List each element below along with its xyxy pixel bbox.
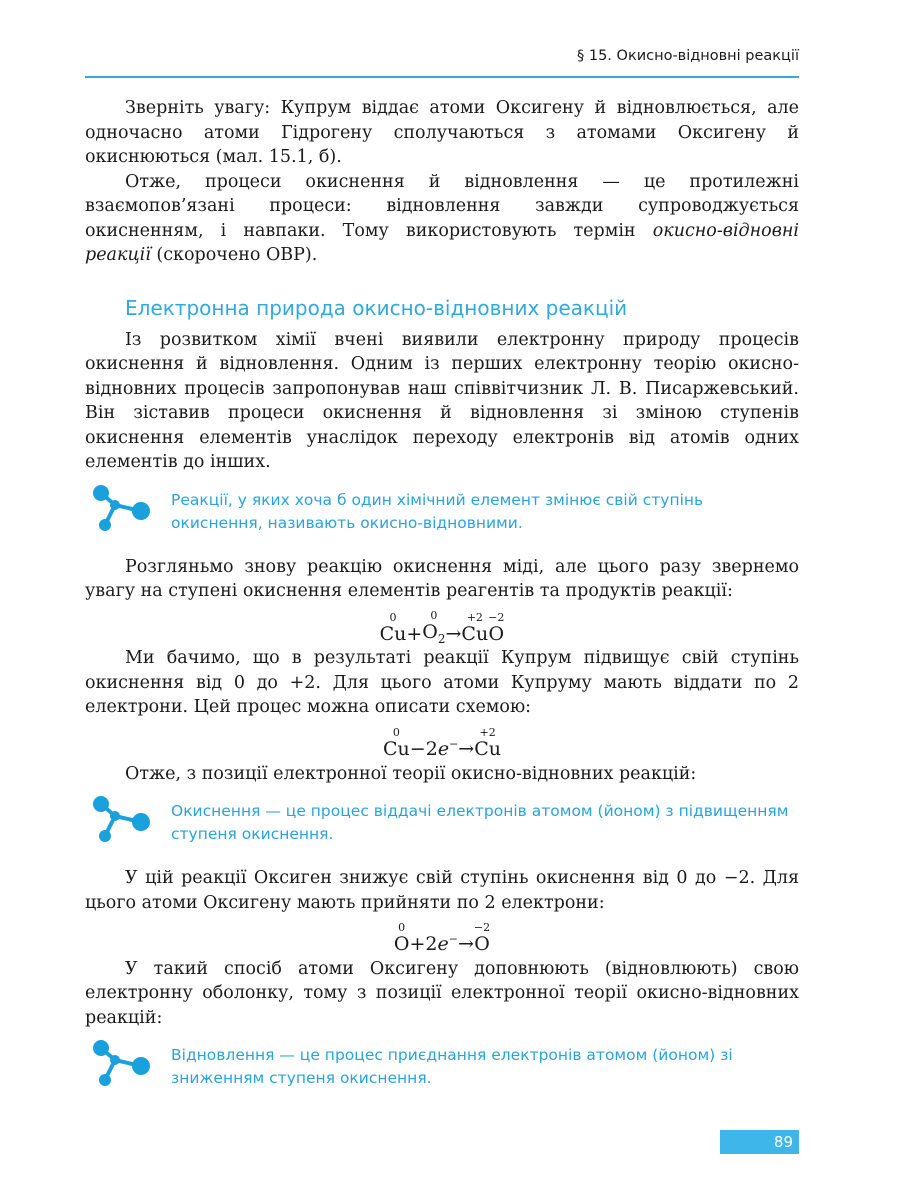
section-heading: Електронна природа окисно-відновних реакцій xyxy=(125,295,628,320)
definition-box xyxy=(85,800,799,850)
paragraph: Ми бачимо, що в результаті реакції Купрум підвищує свій ступінь окиснення від 0 до +2. Для цього атоми Купруму мають віддати по 2 електрони. Цей процес можна описати схемою: xyxy=(85,648,799,718)
paragraph: Розгляньмо знову реакцію окиснення міді, але цього разу звернемо увагу на ступені окиснення елементів реагентів та продуктів реакції: xyxy=(85,556,799,601)
equation-oxygen-electrons: 0 O + 2e− → −2 O xyxy=(393,921,491,956)
paragraph: Із розвитком хімії вчені виявили електронну природу процесів окиснення й відновлення. Одним із перших електронну теорію окисно-відновних процесів запропонував наш співвітчизник Л. В. Писаржевський. Він зіставив процеси окиснення й відновлення зі зміною ступенів окиснення елементів унаслідок переходу електронів від атомів одних елементів до інших. xyxy=(85,329,799,472)
paragraph: У такий спосіб атоми Оксигену доповнюють (відновлюють) свою електронну оболонку, тому з позиції електронної теорії окисно-відновних реакцій: xyxy=(85,958,799,1028)
definition-text: Реакції, у яких хоча б один хімічний елемент змінює свій ступінь окиснення, називають окисно-відновними. xyxy=(171,490,704,532)
molecule-icon xyxy=(91,796,151,848)
paragraph: У цій реакції Оксиген знижує свій ступінь окиснення від 0 до −2. Для цього атоми Оксигену мають прийняти по 2 електрони: xyxy=(85,868,799,913)
equation-copper-electrons: 0 Cu − 2e− → +2 Cu xyxy=(383,726,501,761)
definition-box xyxy=(85,1044,799,1094)
molecule-icon xyxy=(91,485,151,537)
paragraph: Отже, з позиції електронної теорії окисно-відновних реакцій: xyxy=(125,763,697,784)
definition-text: Окиснення — це процес віддачі електронів атомом (йоном) з підвищенням ступеня окиснення. xyxy=(171,802,789,844)
header-rule xyxy=(85,76,799,78)
definition-box xyxy=(85,489,799,539)
page-content xyxy=(85,96,799,1110)
definition-text: Відновлення — це процес приєднання електронів атомом (йоном) зі зниженням ступеня окиснення. xyxy=(171,1046,733,1088)
running-header: § 15. Окисно-відновні реакції xyxy=(577,48,799,64)
page-number: 89 xyxy=(720,1130,799,1154)
term-italic: окисно-відновні реакції xyxy=(85,220,799,265)
paragraph: Зверніть увагу: Купрум віддає атоми Оксигену й відновлюється, але одночасно атоми Гідрогену сполучаються з атомами Оксигену й окиснюються (мал. 15.1, б). xyxy=(85,98,799,167)
molecule-icon xyxy=(91,1040,151,1092)
equation-copper-oxidation: 0 Cu + 0 $O_2$ → +2 Cu −2 O xyxy=(379,608,505,646)
paragraph: Отже, процеси окиснення й відновлення — це протилежні взаємопов’язані процеси: відновлення завжди супроводжується окисненням, і навпаки. Тому використовують термін окисно-відновні реакції (скорочено ОВР). xyxy=(85,171,799,265)
